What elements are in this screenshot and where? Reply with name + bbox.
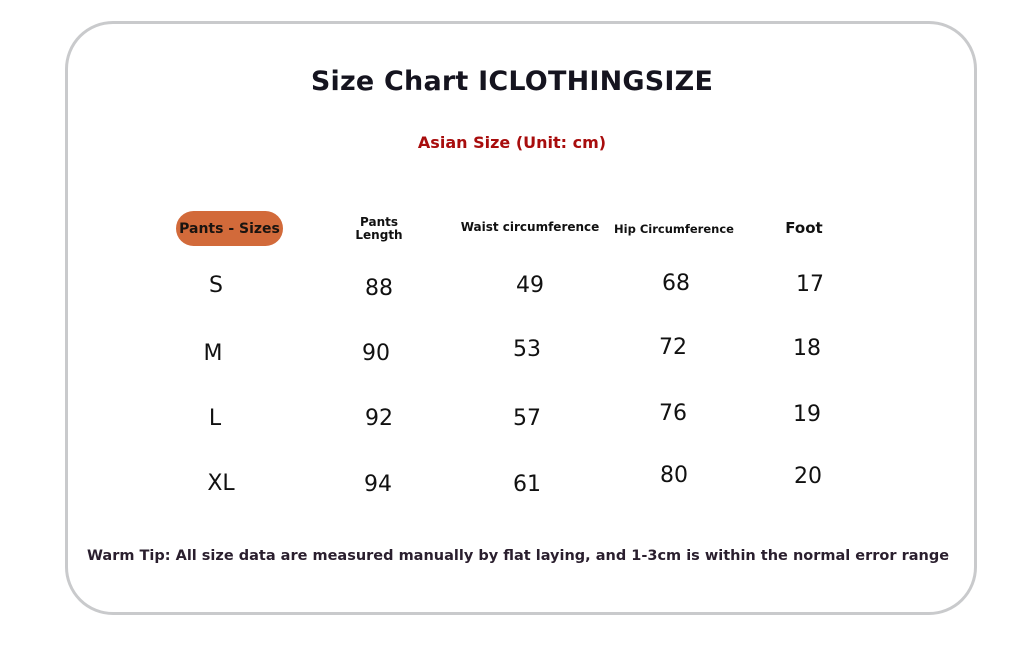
row-s-waist: 49: [516, 273, 544, 298]
row-m-length: 90: [362, 341, 390, 366]
row-l-size: L: [208, 406, 222, 431]
unit-subtitle: Asian Size (Unit: cm): [417, 133, 607, 152]
row-xl-waist: 61: [513, 472, 541, 497]
header-hip: Hip Circumference: [614, 222, 734, 236]
warm-tip: Warm Tip: All size data are measured manually by flat laying, and 1-3cm is within the normal error range: [86, 548, 950, 564]
row-s-hip: 68: [662, 271, 690, 296]
row-m-waist: 53: [513, 337, 541, 362]
row-xl-foot: 20: [794, 464, 822, 489]
header-pants-length-line1: Pants: [359, 215, 398, 229]
page-title: Size Chart ICLOTHINGSIZE: [310, 66, 714, 97]
row-m-hip: 72: [659, 335, 687, 360]
row-s-foot: 17: [796, 272, 824, 297]
header-pants-length: [355, 216, 402, 242]
row-l-waist: 57: [513, 406, 541, 431]
size-chart-card: [65, 21, 977, 615]
row-s-size: S: [209, 273, 223, 298]
header-pants-sizes: [176, 211, 283, 246]
row-xl-length: 94: [364, 472, 392, 497]
row-l-length: 92: [365, 406, 393, 431]
header-foot: Foot: [785, 219, 823, 237]
row-m-foot: 18: [793, 336, 821, 361]
row-s-length: 88: [365, 276, 393, 301]
header-pants-sizes-label: Pants - Sizes: [179, 220, 280, 237]
row-xl-hip: 80: [660, 463, 688, 488]
row-l-hip: 76: [659, 401, 687, 426]
header-pants-length-line2: Length: [355, 228, 403, 242]
row-l-foot: 19: [793, 402, 821, 427]
row-xl-size: XL: [207, 471, 235, 496]
row-m-size: M: [203, 341, 223, 366]
header-waist: Waist circumference: [460, 220, 600, 234]
